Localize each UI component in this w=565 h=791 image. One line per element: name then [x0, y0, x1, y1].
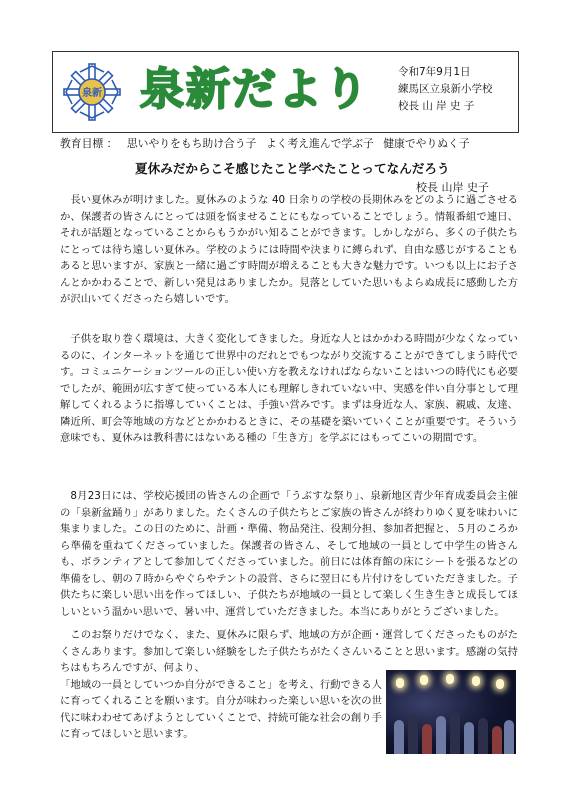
principal-name: 校長 山 岸 史 子	[398, 100, 475, 112]
issue-info	[398, 64, 516, 115]
paragraph-text: 子供を取り巻く環境は、大きく変化してきました。身近な人とはかかわる時間が少なくなっているのに、インターネットを通じて世界中のだれとでもつながり交流することができてしまう時代です。コミュニケーションツールの正しい使い方を教えなければならないことはいつの時代にも必要でしたが、範囲が広すぎて使っている本人にも理解しきれていない中、実感を伴い自分事として理解してくれるように指導していくことは、手強い営みです。まずは身近な人、家族、親戚、友達、隣近所、町会等地域の方などとかかわるときに、その基礎を築いていくことが重要です。そういう意味でも、夏休みは教科書にはないある種の「生き方」を学ぶにはもってこいの期間です。	[60, 333, 518, 444]
goals-label: 教育目標 ：	[60, 137, 118, 150]
education-goals	[60, 137, 560, 151]
school-emblem-icon	[62, 62, 122, 122]
article-byline: 校長 山岸 史子	[416, 181, 489, 194]
festival-photo	[386, 670, 516, 754]
article-paragraph	[60, 488, 518, 620]
goal-item: 健康でやりぬく子	[383, 137, 470, 150]
goal-item: 思いやりをもち助け合う子	[126, 137, 257, 150]
article-title: 夏休みだからこそ感じたこと学べたことってなんだろう	[135, 161, 450, 176]
paragraph-text: 8月23日には、学校応援団の皆さんの企画で「うぶすな祭り」、泉新地区青少年育成委員会主催の「泉新盆踊り」がありました。たくさんの子供たちとご家族の皆さんが終わりゆく夏を味わいに集まりました。この日のために、計画・準備、物品発注、役割分担、参加者把握と、５月のころから準備を重ねてくださっていました。保護者の皆さん、そして地域の一員として中学生の皆さんも、ボランティアとして参加してくださっていました。前日には体育館の床にシートを張るなどの準備をし、朝の７時からやぐらやテントの設営、さらに翌日にも片付けをしていただきました。子供たちに楽しい思い出を作ってほしい、子供たちが地域の一員として楽しく生き生きと成長してほしいという温かい思いで、暑い中、運営していただきました。本当にありがとうございました。	[60, 490, 518, 618]
issue-date: 令和7年9月1日	[398, 66, 471, 78]
paragraph-text: 長い夏休みが明けました。夏休みのような 40 日余りの学校の長期休みをどのように過ごさせるか、保護者の皆さんにとっては頭を悩ませることにもなっていることでしょう。情報番組で連日、それが話題となっていることからもうかがい知ることができます。しかしながら、多くの子供たちにとっては待ち遠しい夏休み。学校のようには時間や決まりに縛られず、自由な感じがすることもあると思いますが、家族と一緒に過ごす時間が増えることも大きな魅力です。いつも以上にお子さんとかかわることで、新しい発見はありましたか。見落としていた思いもよらぬ成長に感動した方が沢山いてくださったら嬉しいです。	[60, 194, 518, 305]
school-name: 練馬区立泉新小学校	[398, 83, 493, 95]
article-paragraph	[60, 331, 518, 447]
paragraph-text-wrapped: 「地域の一員としていつか自分ができること」を考え、行動できる人に育ってくれることを願います。自分が味わった楽しい思いを次の世代に味わわせてあげようとしていくことで、持続可能な社会の創り手に育ってほしいと思います。	[60, 678, 382, 740]
goal-item: よく考え進んで学ぶ子	[265, 137, 374, 150]
paragraph-text: このお祭りだけでなく、また、夏休みに限らず、地域の方が企画・運営してくださったものがたくさんあります。参加して楽しい経験をした子供たちがたくさんいることと思います。感謝の気持ちはもちろんですが、何より、	[60, 629, 518, 674]
emblem-text: 泉新	[82, 88, 102, 99]
newsletter-title: 泉新だより	[140, 64, 370, 115]
article-paragraph	[60, 192, 518, 308]
